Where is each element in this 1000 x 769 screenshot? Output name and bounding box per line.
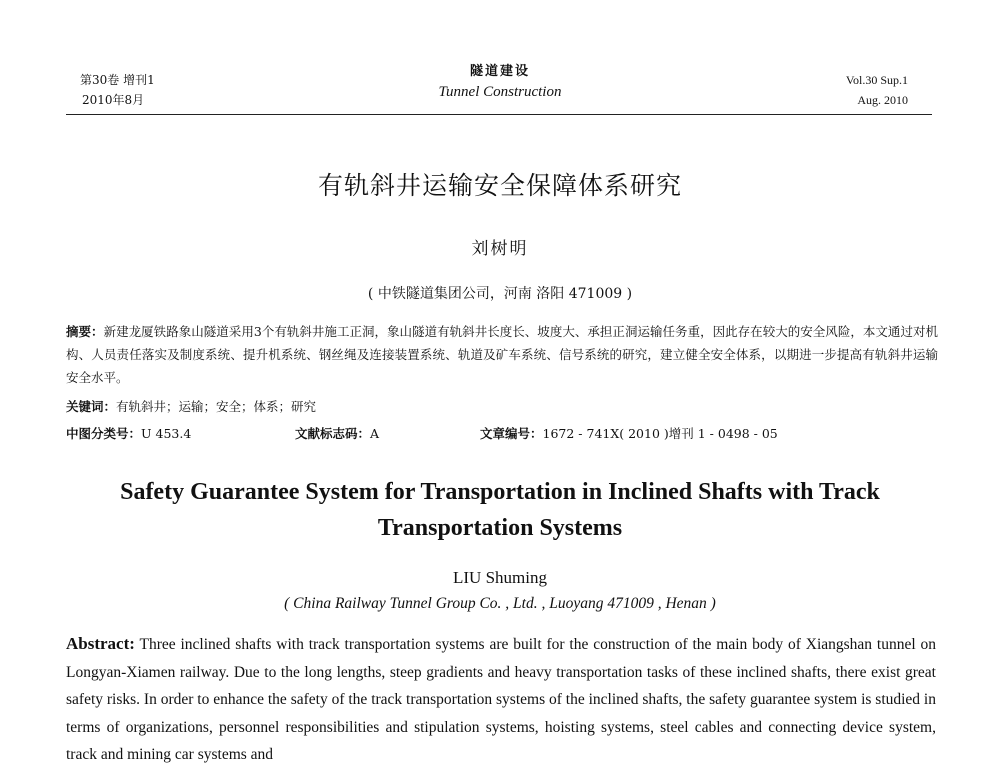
publication-date: 2010年8月 [82, 93, 145, 107]
chinese-keywords [66, 397, 316, 417]
clc-number [66, 424, 191, 444]
clc-value: U 453.4 [141, 426, 192, 441]
clc-label: 中图分类号： [66, 426, 142, 441]
document-code [295, 424, 379, 444]
english-title: Safety Guarantee System for Transportation in Inclined Shafts with Track Transportation Systems [120, 479, 880, 541]
english-abstract-text: Three inclined shafts with track transportation systems are built for the construction of the main body of Xiangshan tunnel on Longyan-Xiamen railway. Due to the long lengths, steep gradients and heavy transportation tasks of these inclined shafts, there exist great safety risks. In order to enhance the safety of the track transportation systems of the inclined shafts, the safety guarantee system is studied in terms of organizations, personnel responsibilities and stipulation systems, hoisting systems, steel cables and connecting device system, track and mining car systems and [66, 636, 936, 763]
english-abstract-label: Abstract: [66, 634, 135, 653]
english-abstract [66, 630, 936, 769]
volume-issue: 第30卷 增刊1 [80, 73, 155, 87]
journal-name-cn: 隧道建设 [469, 64, 530, 79]
keywords-text: 有轨斜井；运输；安全；体系；研究 [116, 399, 317, 414]
article-no-label: 文章编号： [480, 426, 543, 441]
publication-date-en: Aug. 2010 [857, 93, 908, 107]
article-number [480, 424, 778, 444]
journal-name-en: Tunnel Construction [438, 84, 562, 100]
english-affiliation: ( China Railway Tunnel Group Co. , Ltd. , Luoyang 471009 , Henan ) [284, 595, 716, 612]
chinese-abstract-text: 新建龙厦铁路象山隧道采用3个有轨斜井施工正洞，象山隧道有轨斜井长度长、坡度大、承担正洞运输任务重，因此存在较大的安全风险，本文通过对机构、人员责任落实及制度系统、提升机系统、钢丝绳及连接装置系统、轨道及矿车系统、信号系统的研究，建立健全安全体系，以期进一步提高有轨斜井运输安全水平。 [66, 324, 938, 385]
english-author: LIU Shuming [453, 568, 547, 587]
chinese-affiliation: ( 中铁隧道集团公司，河南 洛阳 471009 ) [367, 286, 633, 302]
keywords-label: 关键词： [66, 399, 117, 414]
issue-info-en [846, 70, 908, 110]
header-rule [66, 114, 932, 115]
chinese-abstract [66, 320, 938, 389]
chinese-title: 有轨斜井运输安全保障体系研究 [317, 171, 682, 200]
doc-code-label: 文献标志码： [295, 426, 371, 441]
article-no-value: 1672 - 741X( 2010 )增刊 1 - 0498 - 05 [542, 426, 778, 441]
doc-code-value: A [370, 426, 380, 441]
chinese-author: 刘树明 [471, 239, 529, 259]
volume-issue-en: Vol.30 Sup.1 [845, 73, 908, 87]
chinese-abstract-label: 摘要： [66, 324, 104, 339]
